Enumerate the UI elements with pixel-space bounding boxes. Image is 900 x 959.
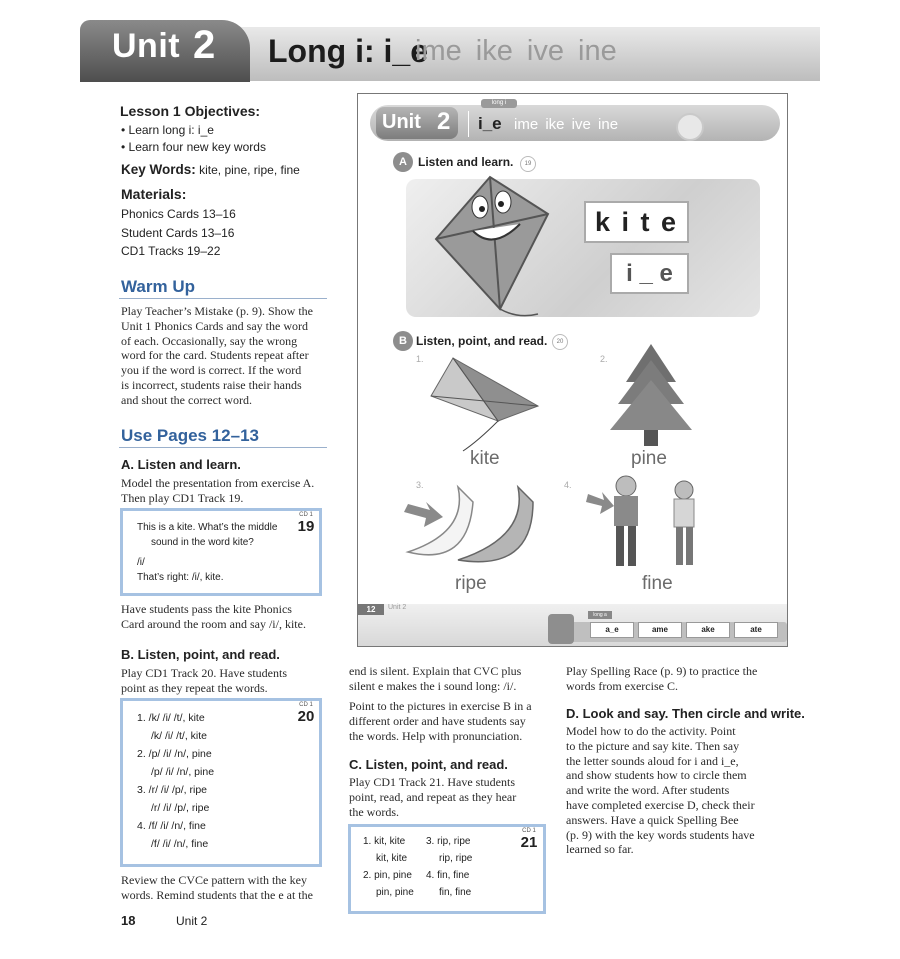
train-card: ake (686, 622, 730, 638)
text-line: words. Remind students that the e at the (121, 887, 313, 902)
picture-word: kite (470, 448, 500, 469)
text-line: Model the presentation from exercise A. (121, 476, 315, 490)
text-line: This is a kite. What’s the middle (137, 522, 278, 533)
text-line: of each. Occasionally, say the wrong (121, 333, 298, 348)
cd-label: CD 1 (299, 512, 313, 518)
section-b-badge: B (393, 331, 413, 351)
text-line: the letter sounds aloud for i and i_e, (566, 753, 739, 768)
list-line: pin, pine (376, 887, 414, 898)
text-line: different order and have students say (349, 713, 526, 728)
list-line: 1. kit, kite (363, 836, 406, 847)
text-line: silent e makes the i sound long: /i/. (349, 678, 517, 693)
text-line: the words. Help with pronunciation. (349, 728, 523, 743)
text-line: Point to the pictures in exercise B in a (349, 699, 532, 713)
list-line: /r/ /i/ /p/, ripe (151, 802, 210, 814)
text-line: /i/ (137, 557, 145, 568)
exercise-a-text (121, 476, 314, 506)
text-line: That’s right: /i/, kite. (137, 572, 224, 583)
materials-list (121, 205, 236, 261)
text-line: Card around the room and say /i/, kite. (121, 616, 306, 631)
silent-e-text (349, 664, 521, 694)
list-line: kit, kite (376, 853, 408, 864)
cd19-script (137, 520, 277, 585)
student-tab: long i (481, 99, 517, 108)
key-words-list: kite, pine, ripe, fine (199, 163, 300, 177)
materials-item: Student Cards 13–16 (121, 225, 235, 240)
section-rule (119, 447, 327, 448)
title-patterns: ime ike ive ine (415, 35, 617, 67)
section-a-badge: A (393, 152, 413, 172)
list-line: rip, ripe (439, 853, 473, 864)
word-card-kite: k i t e (584, 201, 689, 243)
cd-badge (295, 512, 317, 534)
objectives-heading: Lesson 1 Objectives: (120, 103, 261, 119)
exercise-d-text (566, 724, 755, 857)
picture-number: 1. (416, 354, 424, 364)
section-a-heading: Listen and learn. (418, 155, 514, 169)
list-line: 2. pin, pine (363, 870, 412, 881)
unit-label: Unit (112, 27, 181, 65)
list-line: /f/ /i/ /n/, fine (151, 838, 209, 850)
cd21-col2 (426, 833, 472, 901)
word-card-pattern: i _ e (610, 253, 689, 294)
list-line: 4. fin, fine (426, 870, 470, 881)
track-icon: 20 (552, 334, 568, 350)
exercise-b-text (121, 666, 287, 696)
student-page-number: 12 (358, 604, 384, 615)
warm-up-title: Warm Up (121, 277, 195, 296)
page-number: 18 (121, 913, 136, 928)
list-line: 3. rip, ripe (426, 836, 471, 847)
materials-item: CD1 Tracks 19–22 (121, 244, 221, 258)
use-pages-title: Use Pages 12–13 (121, 426, 259, 445)
list-line: 3. /r/ /i/ /p/, ripe (137, 784, 208, 796)
cd-track-21-box (348, 824, 546, 914)
text-line: and show students how to circle them (566, 768, 747, 783)
text-line: Play Spelling Race (p. 9) to practice the (566, 664, 758, 678)
text-line: sound in the word kite? (151, 537, 254, 548)
unit-number: 2 (193, 23, 216, 67)
after-cd19-text (121, 602, 306, 632)
cd-badge (295, 702, 317, 724)
text-line: (p. 9) with the key words students have (566, 827, 755, 842)
student-unit-label: Unit (382, 111, 421, 133)
scroll-ornament (676, 113, 704, 141)
picture-word: ripe (455, 573, 487, 594)
picture-number: 3. (416, 480, 424, 490)
text-line: and write the word. After students (566, 783, 730, 798)
text-line: point, read, and repeat as they hear (349, 789, 517, 804)
student-footer-unit: Unit 2 (388, 604, 407, 611)
student-title: i_e (478, 114, 502, 133)
text-line: words from exercise C. (566, 678, 678, 693)
train-card: ame (638, 622, 682, 638)
track-number: 21 (520, 834, 538, 851)
text-line: is incorrect, students raise their hands (121, 377, 302, 392)
cd-label: CD 1 (299, 702, 313, 708)
text-line: point as they repeat the words. (121, 680, 268, 695)
train-tab: long a (588, 611, 612, 619)
key-words (121, 162, 300, 177)
exercise-d-heading: D. Look and say. Then circle and write. (566, 706, 805, 721)
list-line: 1. /k/ /i/ /t/, kite (137, 712, 205, 724)
track-number: 20 (297, 708, 315, 725)
text-line: Play CD1 Track 21. Have students (349, 775, 515, 789)
student-unit-number: 2 (437, 108, 451, 135)
train-card: ate (734, 622, 778, 638)
text-line: Review the CVCe pattern with the key (121, 873, 307, 887)
picture-word: pine (631, 448, 667, 469)
text-line: Then play CD1 Track 19. (121, 490, 244, 505)
objective-item: • Learn long i: i_e (121, 123, 214, 137)
picture-number: 4. (564, 480, 572, 490)
exercise-a-heading: A. Listen and learn. (121, 457, 241, 472)
cd20-list (137, 709, 214, 853)
text-line: have completed exercise D, check their (566, 797, 755, 812)
text-line: and shout the correct word. (121, 392, 252, 407)
text-line: Unit 1 Phonics Cards and say the word (121, 318, 308, 333)
section-rule (119, 298, 327, 299)
train-card: a_e (590, 622, 634, 638)
text-line: Play CD1 Track 20. Have students (121, 666, 287, 680)
cd-track-20-box (120, 698, 322, 867)
kite-character-image (428, 169, 568, 324)
list-line: fin, fine (439, 887, 472, 898)
after-cd20-text (121, 873, 313, 903)
page-title: Long i: i_e (268, 33, 428, 69)
text-line: learned so far. (566, 842, 634, 857)
cd21-col1 (363, 833, 414, 901)
exercise-c-text (349, 775, 516, 819)
kite-image (423, 356, 553, 456)
materials-heading: Materials: (121, 186, 187, 202)
text-line: Play Teacher’s Mistake (p. 9). Show the (121, 304, 314, 318)
student-patterns: ime ike ive ine (514, 116, 619, 133)
student-page (357, 93, 788, 647)
point-text (349, 699, 532, 743)
cd-label: CD 1 (522, 828, 536, 834)
exercise-c-heading: C. Listen, point, and read. (349, 757, 508, 772)
pine-tree-image (606, 342, 696, 450)
objective-item: • Learn four new key words (121, 140, 266, 154)
track-icon: 19 (520, 156, 536, 172)
train-engine (548, 614, 574, 644)
picture-word: fine (642, 573, 673, 594)
list-line: /k/ /i/ /t/, kite (151, 730, 208, 742)
text-line: end is silent. Explain that CVC plus (349, 664, 522, 678)
text-line: word for the card. Students repeat after (121, 348, 309, 363)
text-line: to the picture and say kite. Then say (566, 738, 740, 753)
text-line: you if the word is correct. If the word (121, 363, 302, 378)
header-divider (468, 111, 469, 137)
list-line: 4. /f/ /i/ /n/, fine (137, 820, 206, 832)
list-line: /p/ /i/ /n/, pine (151, 766, 215, 778)
exercise-b-heading: B. Listen, point, and read. (121, 647, 280, 662)
list-line: 2. /p/ /i/ /n/, pine (137, 748, 212, 760)
track-number: 19 (297, 518, 315, 535)
picture-number: 2. (600, 354, 608, 364)
boys-image (586, 474, 711, 572)
section-b-heading: Listen, point, and read. (416, 334, 548, 348)
text-line: Have students pass the kite Phonics (121, 602, 292, 616)
spelling-race-text (566, 664, 757, 694)
key-words-label: Key Words: (121, 162, 196, 177)
text-line: answers. Have a quick Spelling Bee (566, 812, 739, 827)
cd-track-19-box (120, 508, 322, 596)
bananas-image (398, 482, 548, 568)
cd-badge (518, 828, 540, 850)
text-line: Model how to do the activity. Point (566, 724, 736, 738)
materials-item: Phonics Cards 13–16 (121, 207, 236, 221)
warm-up-text (121, 304, 313, 408)
footer-unit: Unit 2 (176, 914, 208, 928)
text-line: the words. (349, 804, 399, 819)
